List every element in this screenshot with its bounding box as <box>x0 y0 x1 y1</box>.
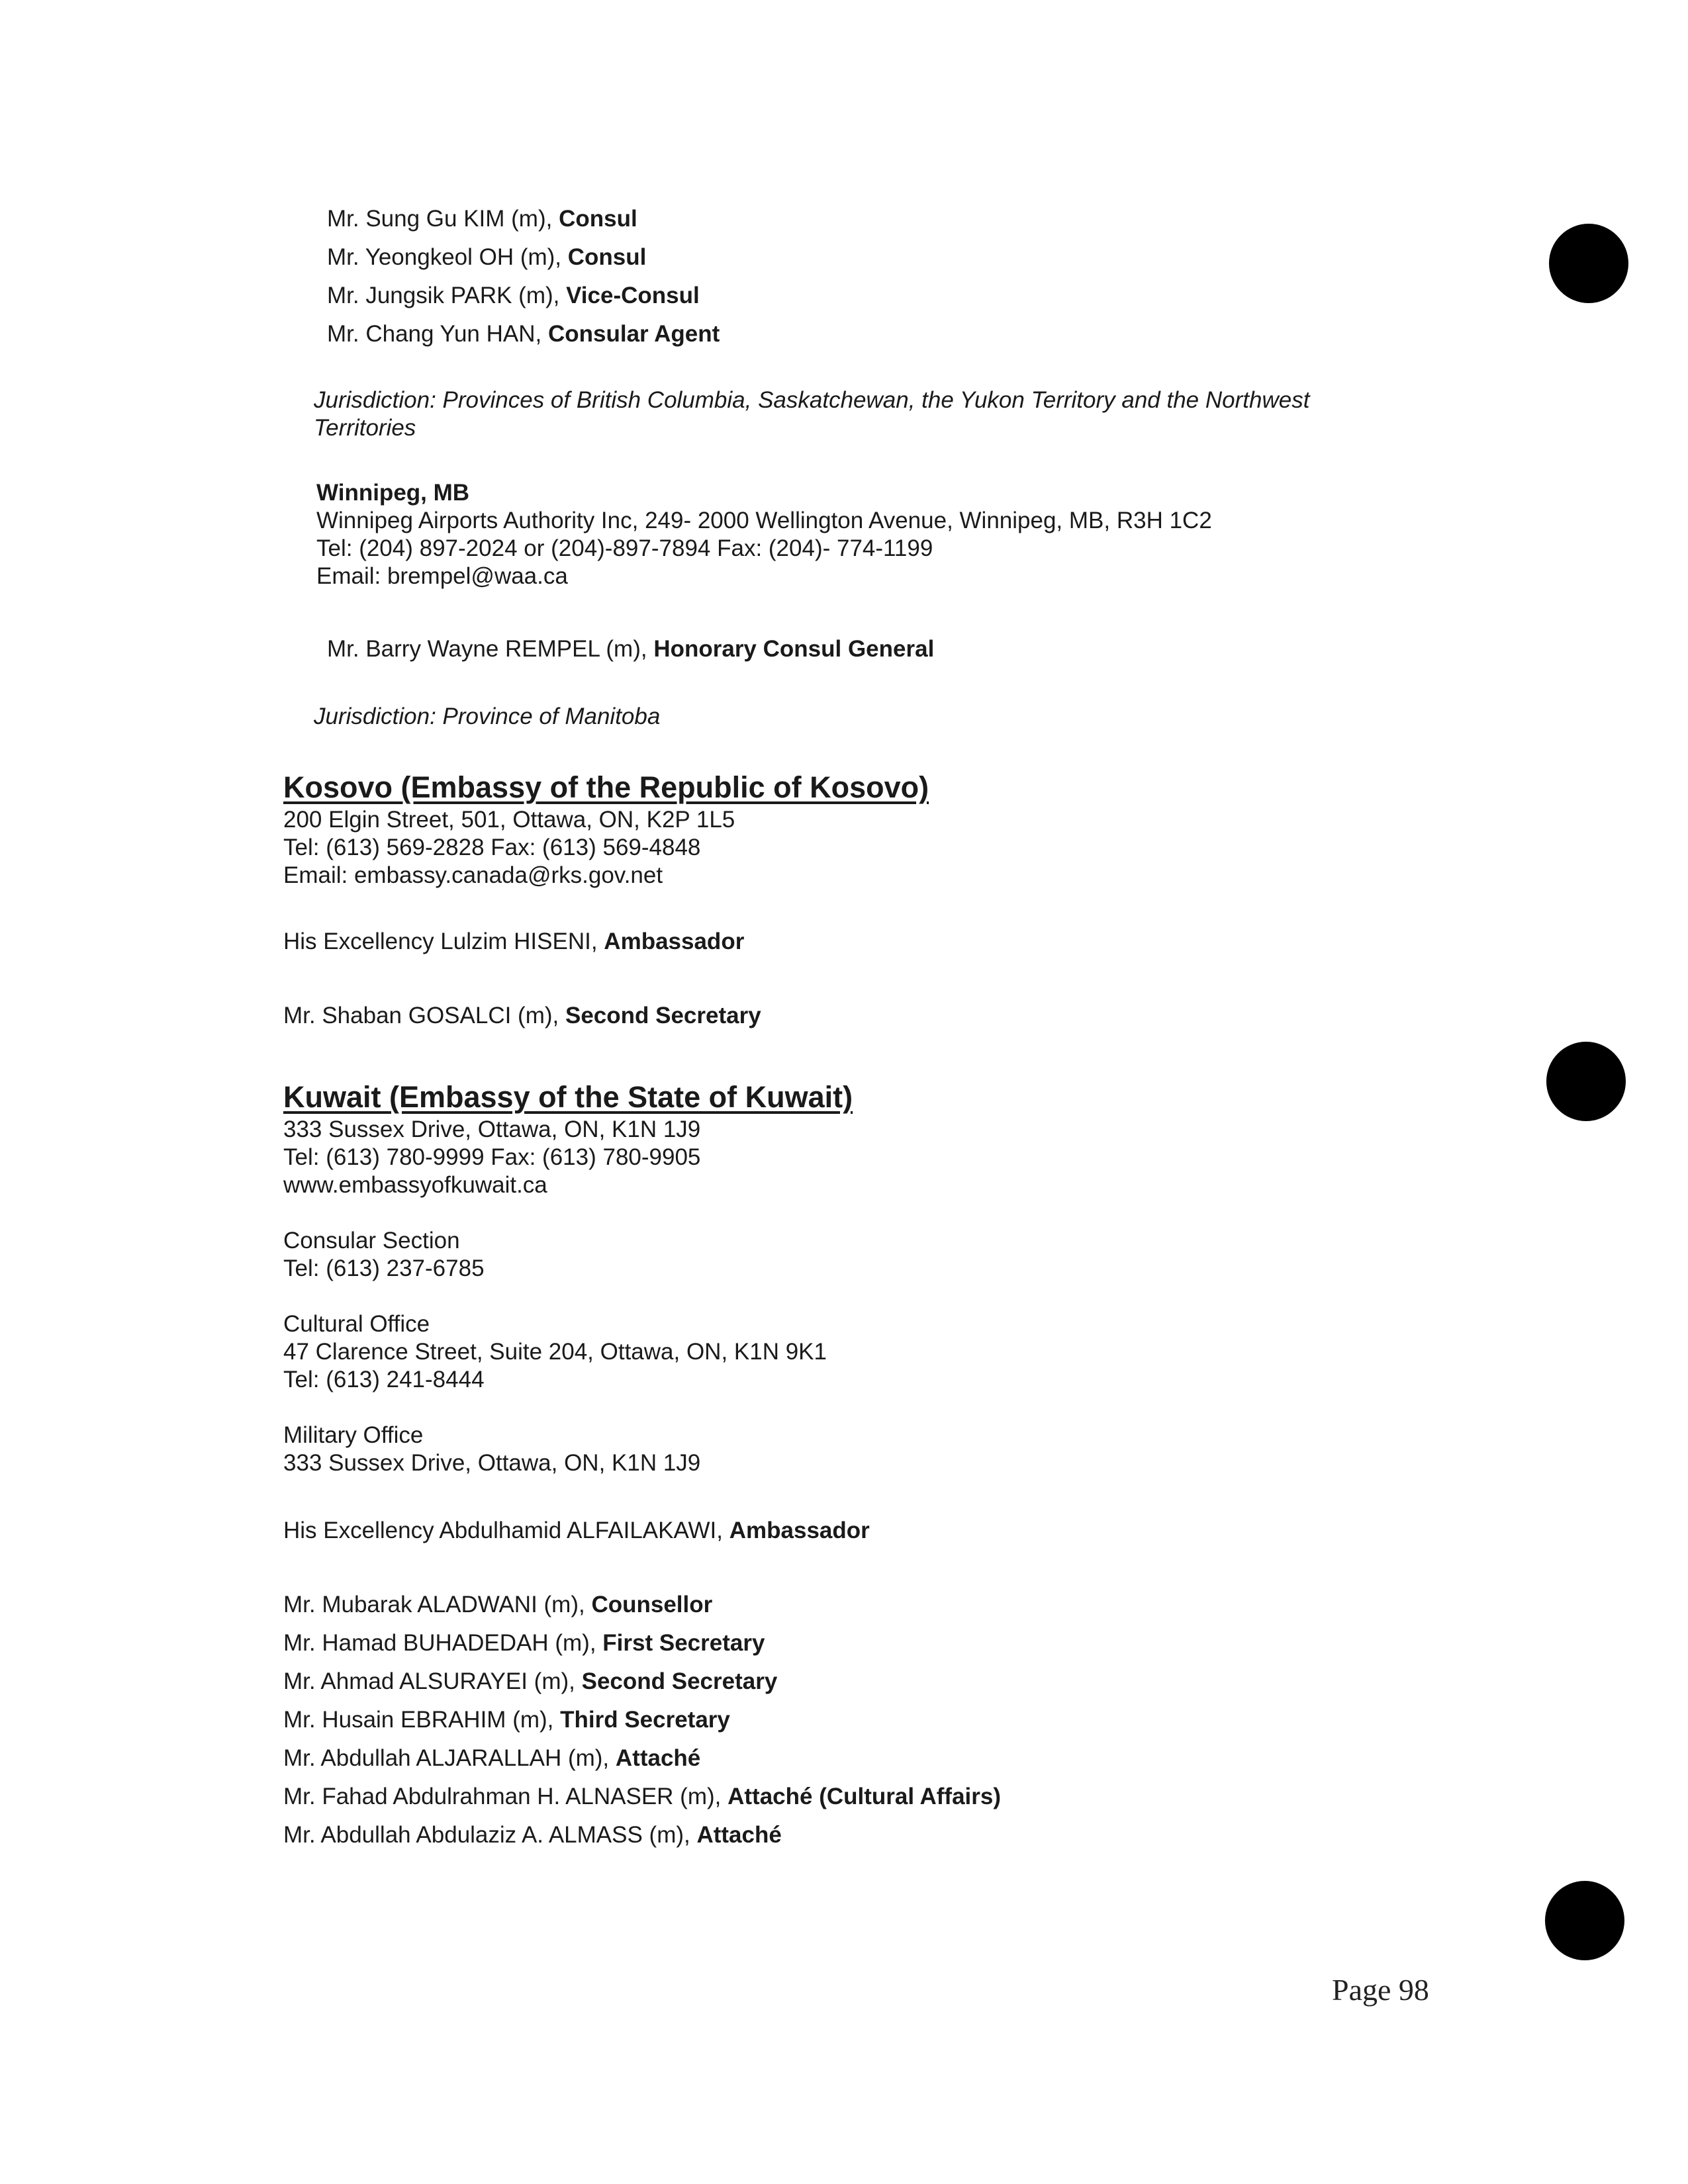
ambassador-entry <box>283 1517 870 1545</box>
consular-section-label: Consular Section <box>283 1228 460 1253</box>
cultural-office-label: Cultural Office <box>283 1311 430 1337</box>
officer-name: Mr. Yeongkeol OH (m), <box>327 244 568 270</box>
officer-title: Vice-Consul <box>566 283 700 308</box>
officer-name: Mr. Hamad BUHADEDAH (m), <box>283 1630 603 1656</box>
officer-entry <box>327 320 720 348</box>
punch-hole <box>1549 224 1628 303</box>
embassy-address: 333 Sussex Drive, Ottawa, ON, K1N 1J9 <box>283 1116 701 1142</box>
officer-name: Mr. Abdullah ALJARALLAH (m), <box>283 1745 616 1771</box>
officer-name: Mr. Sung Gu KIM (m), <box>327 206 559 232</box>
officer-name: Mr. Jungsik PARK (m), <box>327 283 567 308</box>
country-heading: Kuwait (Embassy of the State of Kuwait) <box>283 1080 853 1114</box>
embassy-email: Email: embassy.canada@rks.gov.net <box>283 862 663 888</box>
officer-name: Mr. Barry Wayne REMPEL (m), <box>327 636 654 662</box>
embassy-address: 200 Elgin Street, 501, Ottawa, ON, K2P 1L5 <box>283 807 735 833</box>
punch-hole <box>1545 1881 1624 1960</box>
embassy-phone: Tel: (613) 569-2828 Fax: (613) 569-4848 <box>283 835 701 860</box>
military-office-label: Military Office <box>283 1422 424 1448</box>
officer-entry <box>283 1668 777 1696</box>
officer-name: Mr. Ahmad ALSURAYEI (m), <box>283 1668 582 1694</box>
officer-entry <box>283 1706 730 1734</box>
officer-entry <box>327 205 637 233</box>
officer-entry <box>283 1821 782 1849</box>
punch-hole <box>1546 1042 1626 1121</box>
jurisdiction-text: Jurisdiction: Province of Manitoba <box>314 704 661 729</box>
office-city: Winnipeg, MB <box>316 480 470 506</box>
officer-name: Mr. Husain EBRAHIM (m), <box>283 1707 561 1733</box>
jurisdiction-text-continued: Territories <box>314 415 416 441</box>
officer-name: Mr. Abdullah Abdulaziz A. ALMASS (m), <box>283 1822 697 1848</box>
officer-title: Consul <box>567 244 647 270</box>
officer-entry <box>283 1002 761 1030</box>
officer-title: Consul <box>559 206 637 232</box>
officer-title: Consular Agent <box>547 321 720 347</box>
officer-name: Mr. Mubarak ALADWANI (m), <box>283 1592 592 1617</box>
officer-entry <box>283 1783 1001 1811</box>
officer-name: Mr. Shaban GOSALCI (m), <box>283 1003 565 1028</box>
officer-title: Third Secretary <box>560 1707 730 1733</box>
officer-entry <box>327 282 700 310</box>
officer-title: Counsellor <box>591 1592 713 1617</box>
officer-entry <box>327 635 934 663</box>
officer-title: Attaché <box>615 1745 701 1771</box>
cultural-office-phone: Tel: (613) 241-8444 <box>283 1367 485 1392</box>
ambassador-title: Ambassador <box>729 1518 870 1543</box>
officer-title: Second Secretary <box>581 1668 778 1694</box>
ambassador-name: His Excellency Abdulhamid ALFAILAKAWI, <box>283 1518 729 1543</box>
officer-title: Attaché (Cultural Affairs) <box>727 1784 1002 1809</box>
page-number: Page 98 <box>1332 1973 1429 2007</box>
ambassador-entry <box>283 928 744 956</box>
country-heading: Kosovo (Embassy of the Republic of Kosovo) <box>283 770 929 804</box>
jurisdiction-text: Jurisdiction: Provinces of British Columbia, Saskatchewan, the Yukon Territory and the Northwest <box>314 387 1310 413</box>
officer-entry <box>327 244 646 271</box>
office-email: Email: brempel@waa.ca <box>316 563 568 589</box>
officer-title: First Secretary <box>602 1630 765 1656</box>
cultural-office-address: 47 Clarence Street, Suite 204, Ottawa, ON, K1N 9K1 <box>283 1339 827 1365</box>
officer-entry <box>283 1745 700 1772</box>
officer-name: Mr. Chang Yun HAN, <box>327 321 548 347</box>
officer-title: Attaché <box>696 1822 782 1848</box>
embassy-website: www.embassyofkuwait.ca <box>283 1172 547 1198</box>
ambassador-title: Ambassador <box>604 929 745 954</box>
office-address: Winnipeg Airports Authority Inc, 249- 2000 Wellington Avenue, Winnipeg, MB, R3H 1C2 <box>316 508 1212 533</box>
officer-title: Second Secretary <box>565 1003 761 1028</box>
embassy-phone: Tel: (613) 780-9999 Fax: (613) 780-9905 <box>283 1144 701 1170</box>
officer-title: Honorary Consul General <box>653 636 935 662</box>
officer-name: Mr. Fahad Abdulrahman H. ALNASER (m), <box>283 1784 728 1809</box>
military-office-address: 333 Sussex Drive, Ottawa, ON, K1N 1J9 <box>283 1450 701 1476</box>
officer-entry <box>283 1591 712 1619</box>
officer-entry <box>283 1629 765 1657</box>
consular-section-phone: Tel: (613) 237-6785 <box>283 1255 485 1281</box>
office-phone: Tel: (204) 897-2024 or (204)-897-7894 Fax: (204)- 774-1199 <box>316 535 933 561</box>
ambassador-name: His Excellency Lulzim HISENI, <box>283 929 604 954</box>
